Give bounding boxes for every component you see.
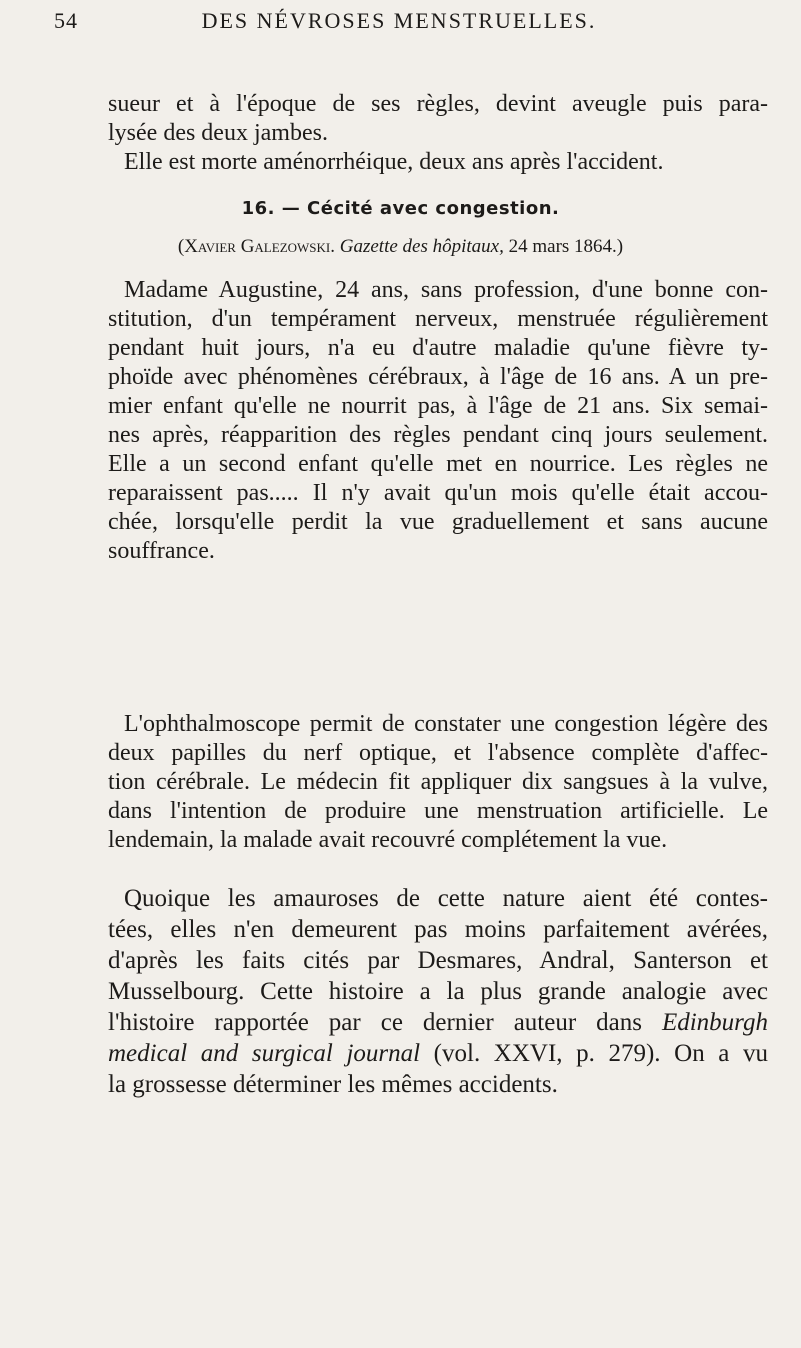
text-line: mier enfant qu'elle ne nourrit pas, à l'âge de 21 ans. Six semai-: [108, 393, 768, 419]
text-line: Madame Augustine, 24 ans, sans profession, d'une bonne con-: [124, 277, 768, 303]
citation-journal: Gazette des hôpitaux,: [339, 236, 504, 257]
text-line: Elle est morte aménorrhéique, deux ans après l'accident.: [124, 149, 664, 175]
text-line: deux papilles du nerf optique, et l'absence complète d'affec-: [108, 740, 768, 766]
text-line: phoïde avec phénomènes cérébraux, à l'âge de 16 ans. A un pre-: [108, 364, 768, 390]
text-line: Quoique les amauroses de cette nature aient été contes-: [124, 885, 768, 912]
case-heading: 16. — Cécité avec congestion.: [241, 198, 560, 219]
ophthalmoscope-paragraph: [108, 710, 768, 855]
citation-date: 24 mars 1864.): [503, 236, 624, 257]
text-line: tées, elles n'en demeurent pas moins parfaitement avérées,: [108, 916, 768, 943]
text-line: lendemain, la malade avait recouvré complétement la vue.: [108, 827, 668, 853]
journal-title-italic: medical and surgical journal: [108, 1040, 421, 1067]
page-number: 54: [54, 8, 78, 33]
text-line: souffrance.: [108, 538, 215, 564]
text-line: Elle a un second enfant qu'elle met en nourrice. Les règles ne: [108, 451, 768, 477]
text-line: [108, 1038, 768, 1069]
journal-title-italic: Edinburgh: [661, 1009, 768, 1036]
text-line: chée, lorsqu'elle perdit la vue graduellement et sans aucune: [108, 509, 768, 535]
text-line: sueur et à l'époque de ses règles, devint aveugle puis para-: [108, 91, 768, 117]
case-source-citation: [0, 236, 801, 258]
text-line: pendant huit jours, n'a eu d'autre maladie qu'une fièvre ty-: [108, 335, 768, 361]
page-header: [54, 8, 744, 48]
text-line: [108, 1007, 768, 1038]
text-line: L'ophthalmoscope permit de constater une congestion légère des: [124, 711, 768, 737]
text-line: Musselbourg. Cette histoire a la plus grande analogie avec: [108, 978, 768, 1005]
case-paragraph: [108, 276, 768, 566]
text-line: dans l'intention de produire une menstruation artificielle. Le: [108, 798, 768, 824]
text-line: reparaissent pas..... Il n'y avait qu'un mois qu'elle était accou-: [108, 480, 768, 506]
text-line: stitution, d'un tempérament nerveux, menstruée régulièrement: [108, 306, 768, 332]
citation-open: (: [177, 236, 185, 257]
text-line: d'après les faits cités par Desmares, Andral, Santerson et: [108, 947, 768, 974]
running-title: DES NÉVROSES MENSTRUELLES.: [201, 8, 597, 33]
text-line: nes après, réapparition des règles pendant cinq jours seulement.: [108, 422, 768, 448]
paragraph-continuation: [108, 90, 768, 177]
citation-author: Xavier Galezowski.: [184, 236, 335, 257]
text-segment: (vol. XXVI, p. 279). On a vu: [420, 1040, 769, 1067]
text-segment: l'histoire rapportée par ce dernier auteur dans: [108, 1009, 662, 1036]
text-line: lysée des deux jambes.: [108, 120, 328, 146]
text-line: la grossesse déterminer les mêmes accidents.: [108, 1071, 558, 1098]
text-line: tion cérébrale. Le médecin fit appliquer dix sangsues à la vulve,: [108, 769, 768, 795]
commentary-paragraph: [108, 883, 768, 1100]
